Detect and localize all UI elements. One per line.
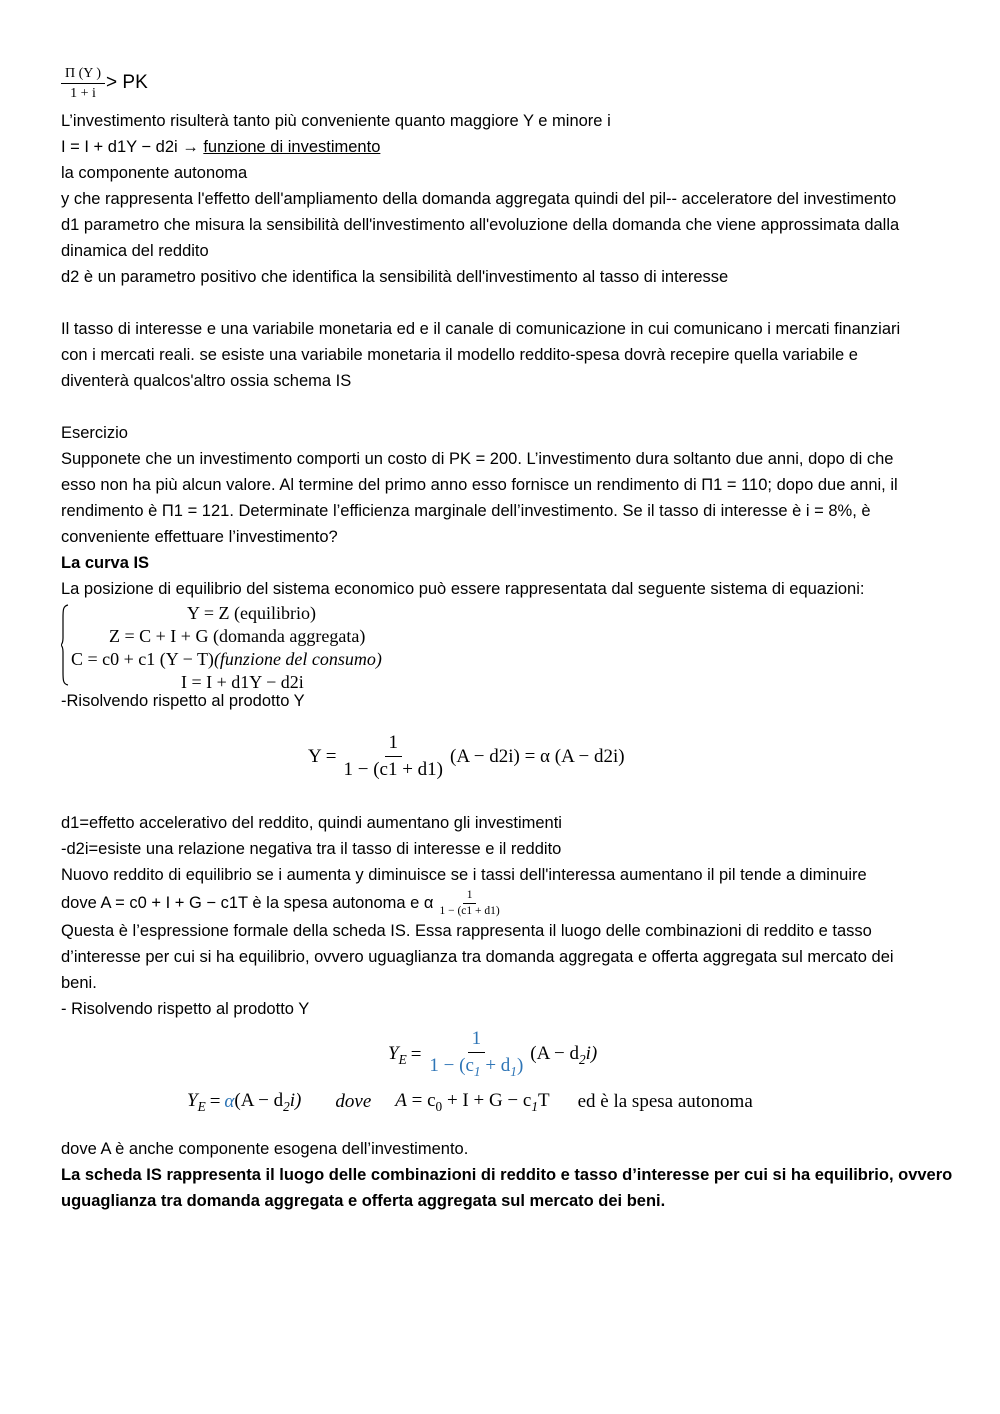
section-heading: La curva IS [61,554,150,572]
exercise-line: rendimento è Π1 = 121. Determinate l’efficienza marginale dell’investimento. Se il tasso di interesse è i = 8%, è [61,502,871,520]
text-line: y che rappresenta l'effetto dell'ampliamento della domanda aggregata quindi del pil-- acceleratore del investimento [61,190,897,208]
section-intro: La posizione di equilibrio del sistema economico può essere rappresentata dal seguente sistema di equazioni: [61,580,865,598]
alpha-numerator: 1 [463,889,477,904]
text-line: Il tasso di interesse e una variabile monetaria ed e il canale di comunicazione in cui comunicano i mercati finanziari [61,320,901,338]
exercise-title: Esercizio [61,424,128,442]
alpha-paren: $(A - d_2i)$ [234,1090,302,1114]
exercise-line: conveniente effettuare l’investimento? [61,528,338,546]
investment-function-label: funzione di investimento [203,138,381,156]
multiplier-numerator: 1 [385,730,403,757]
left-brace-icon [61,604,69,686]
ye-symbol-2: $Y_E$ [187,1090,206,1114]
ye-symbol: $Y_E$ [388,1043,407,1067]
text-line: d2 è un parametro positivo che identifica la sensibilità dell'investimento al tasso di interesse [61,268,729,286]
equation-rhs: (A − d2i) = α (A − d2i) [450,745,625,767]
exercise-line: Supponete che un investimento comporti un costo di PK = 200. L’investimento dura soltanto due anni, dopo di che [61,450,894,468]
colored-numerator: 1 [468,1026,486,1053]
consumption-equation: C = c0 + c1 (Y − T) [71,649,214,669]
system-row-equilibrium: Y = Z (equilibrio) [187,603,316,623]
multiplier-denominator: 1 − (c1 + d1) [343,759,444,780]
system-row-consumption [71,648,382,671]
colored-multiplier-fraction [425,1026,527,1085]
npv-inequality [61,58,936,108]
alpha-equation: $Y_E$ = α $(A - d_2i)$ dove $A = c_0 + I + G - c_1T$ ed è la spesa autonoma [187,1090,753,1114]
text-line: d1 parametro che misura la sensibilità dell'investimento all'evoluzione della domanda che viene approssimata dalla [61,216,900,234]
bold-line: La scheda IS rappresenta il luogo delle combinazioni di reddito e tasso d’interesse per cui si ha equilibrio, ovvero [61,1166,953,1184]
investment-function-line [61,134,936,160]
npv-rhs: > PK [106,72,148,93]
text-line: d1=effetto accelerativo del reddito, quindi aumentano gli investimenti [61,814,562,832]
text-line: d’interesse per cui si ha equilibrio, ovvero uguaglianza tra domanda aggregata e offerta aggregata sul mercato dei [61,948,894,966]
text-line: diventerà qualcos'altro ossia schema IS [61,372,352,390]
autonomous-spending-line [61,888,936,918]
autonomous-spending-label: ed è la spesa autonoma [577,1091,753,1113]
dove-word: dove [335,1091,372,1113]
npv-denominator: 1 + i [70,85,96,101]
equation-lhs: Y = [308,745,337,767]
solving-label-2: - Risolvendo rispetto al prodotto Y [61,1000,310,1018]
consumption-label: (funzione del consumo) [213,649,382,669]
text-line: beni. [61,974,97,992]
alpha-symbol: α [224,1091,235,1113]
alpha-denominator: 1 − (c1 + d1) [439,904,500,917]
equilibrium-equation [61,714,936,810]
npv-fraction [61,65,105,102]
colored-denominator: $1 - (c_1 + d_1)$ [429,1055,524,1079]
multiplier-fraction [339,730,447,783]
system-row-investment: I = I + d1Y − d2i [181,672,304,692]
alpha-fraction [435,889,503,918]
autonomous-formula: $A = c_0 + I + G - c_1T$ [395,1090,550,1114]
investment-formula: I = I + d1Y − d2i [61,138,183,156]
text-line: -d2i=esiste una relazione negativa tra il tasso di interesse e il reddito [61,840,562,858]
arrow-right-icon: → [182,138,199,156]
text-line: dove A è anche componente esogena dell’investimento. [61,1140,469,1158]
bold-line: uguaglianza tra domanda aggregata e offerta aggregata sul mercato dei beni. [61,1192,666,1210]
text-line: dinamica del reddito [61,242,209,260]
system-row-demand: Z = C + I + G (domanda aggregata) [109,626,366,646]
text-line: con i mercati reali. se esiste una variabile monetaria il modello reddito-spesa dovrà recepire quella variabile e [61,346,858,364]
text-line: L’investimento risulterà tanto più conveniente quanto maggiore Y e minore i [61,112,611,130]
colored-rhs: $(A - d_2i)$ [530,1043,598,1067]
exercise-line: esso non ha più alcun valore. Al termine del primo anno esso fornisce un rendimento di Π1 = 110; dopo due anni, il [61,476,898,494]
text-line: Questa è l’espressione formale della scheda IS. Essa rappresenta il luogo delle combinazioni di reddito e tasso [61,922,872,940]
solving-label: -Risolvendo rispetto al prodotto Y [61,692,305,710]
document-page [61,58,953,1214]
text-line: la componente autonoma [61,164,248,182]
text-line: Nuovo reddito di equilibrio se i aumenta y diminuisce se i tassi dell'interessa aumentano il pil tende a diminuire [61,866,867,884]
npv-numerator: Π (Y ) [61,65,105,84]
autonomous-text: dove A = c0 + I + G − c1T è la spesa autonoma e α [61,894,434,912]
equation-system [61,602,936,692]
equilibrium-equation-colored: $Y_E$ = $\frac{1}{1 - (c_1 + d_1)}$ $(A - d_2i)$ [61,1022,936,1084]
